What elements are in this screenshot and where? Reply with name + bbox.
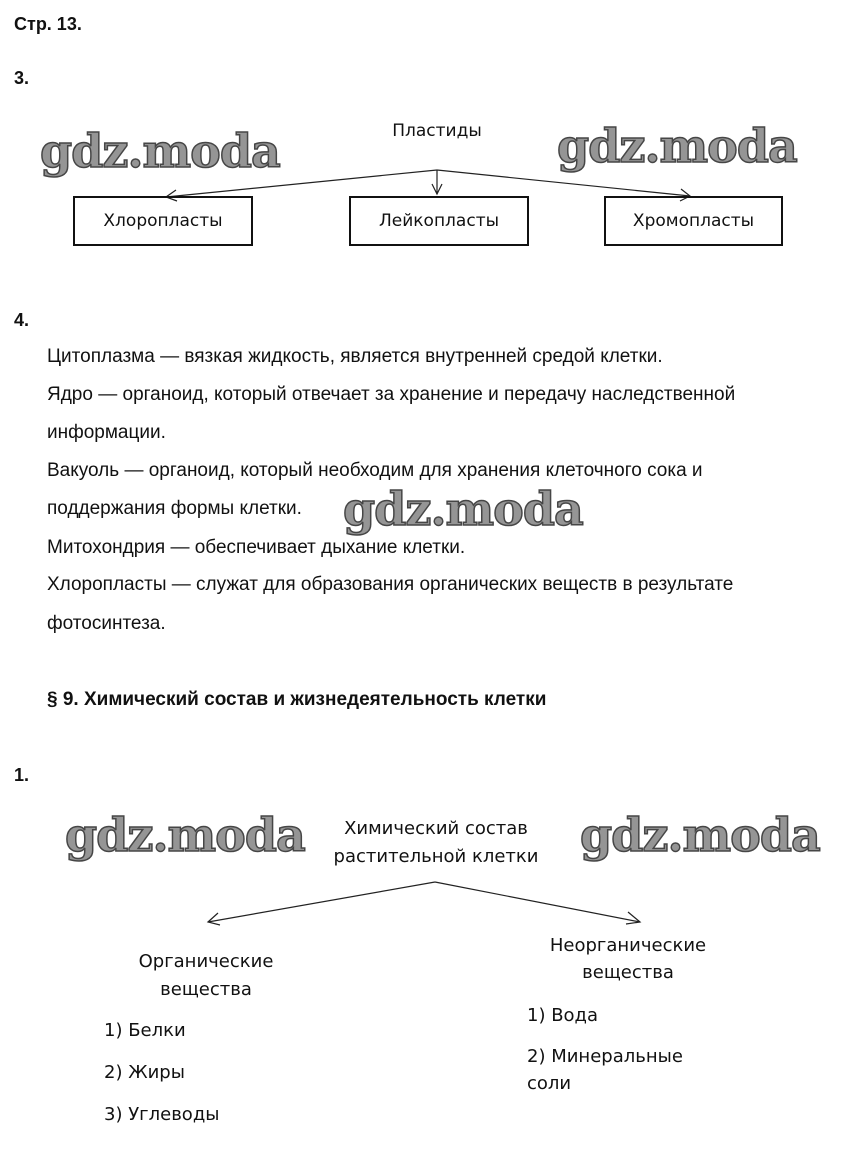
arrow-right xyxy=(437,170,690,196)
watermark: gdz.moda xyxy=(557,119,797,173)
text-line: Цитоплазма — вязкая жидкость, является внутренней средой клетки. xyxy=(47,346,663,367)
text-line: Митохондрия — обеспечивает дыхание клетки. xyxy=(47,537,466,558)
text-line: фотосинтеза. xyxy=(47,613,166,634)
text-line: Хлоропласты — служат для образования органических веществ в результате xyxy=(47,574,734,595)
organic-item: 2) Жиры xyxy=(104,1062,185,1083)
inorganic-item: 2) Минеральные xyxy=(527,1046,683,1067)
organic-line1: Органические xyxy=(138,951,274,972)
text-line: поддержания формы клетки. xyxy=(47,498,302,519)
task-4-number: 4. xyxy=(14,310,30,330)
watermark: gdz.moda xyxy=(40,124,280,178)
organic-item: 3) Углеводы xyxy=(104,1104,220,1125)
box-leucoplasts: Лейкопласты xyxy=(349,196,529,246)
task-3-number: 3. xyxy=(14,68,30,88)
arrow-inorganic xyxy=(435,882,640,922)
inorganic-line1: Неорганические xyxy=(549,935,707,956)
section-heading: § 9. Химический состав и жизнедеятельность клетки xyxy=(47,689,547,710)
organic-item: 1) Белки xyxy=(104,1020,186,1041)
task-1-number: 1. xyxy=(14,765,30,785)
plastids-root: Пластиды xyxy=(392,121,482,141)
watermark: gdz.moda xyxy=(580,808,820,862)
text-line: информации. xyxy=(47,422,166,443)
arrow-organic xyxy=(208,882,435,922)
chem-root-line2: растительной клетки xyxy=(333,846,539,867)
box-chromoplasts: Хромопласты xyxy=(604,196,783,246)
watermark: gdz.moda xyxy=(65,808,305,862)
chem-root-line1: Химический состав xyxy=(344,818,528,839)
page-label: Стр. 13. xyxy=(14,14,82,34)
text-line: Ядро — органоид, который отвечает за хранение и передачу наследственной xyxy=(47,384,736,405)
inorganic-line2: вещества xyxy=(582,962,674,983)
watermark: gdz.moda xyxy=(343,482,583,536)
text-line: Вакуоль — органоид, который необходим для хранения клеточного сока и xyxy=(47,460,703,481)
inorganic-item: соли xyxy=(527,1073,572,1094)
inorganic-item: 1) Вода xyxy=(527,1005,599,1026)
organic-line2: вещества xyxy=(160,979,252,1000)
box-chloroplasts: Хлоропласты xyxy=(73,196,253,246)
